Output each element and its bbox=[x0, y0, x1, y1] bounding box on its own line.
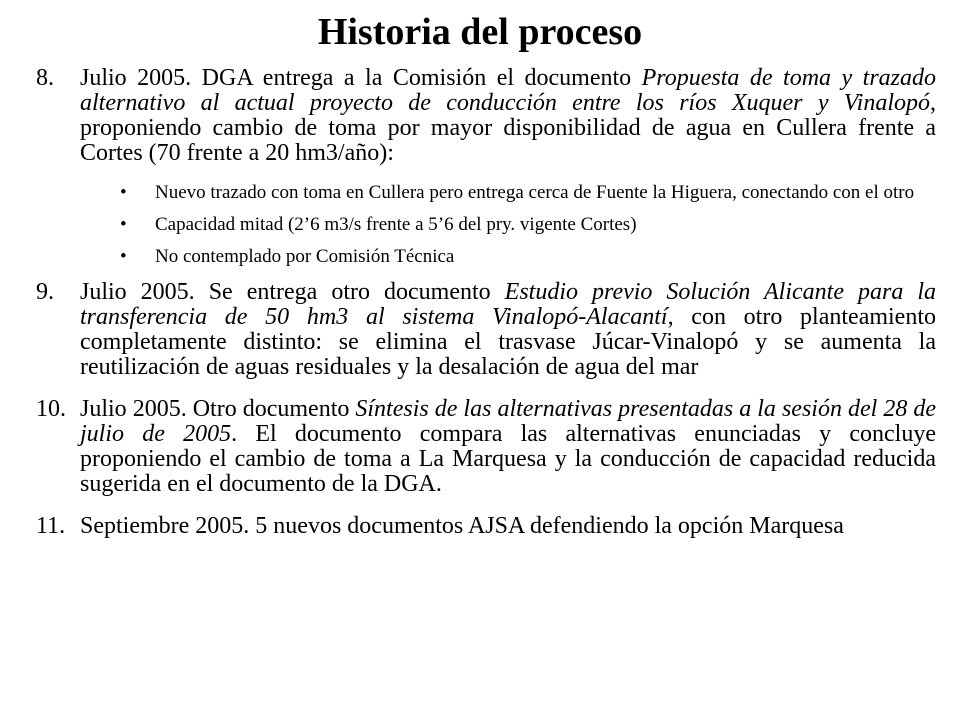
page-title: Historia del proceso bbox=[317, 11, 643, 53]
item-text bbox=[80, 397, 936, 497]
item-number: 11. bbox=[36, 513, 66, 539]
list-item-9 bbox=[36, 280, 936, 380]
sub-item-text: Nuevo trazado con toma en Cullera pero entrega cerca de Fuente la Higuera, conectando con el otro bbox=[155, 182, 915, 203]
document-title: Síntesis de las alternativas presentadas a la sesión del 28 de julio de 2005 bbox=[80, 396, 936, 447]
item-text bbox=[80, 66, 936, 166]
sub-list bbox=[120, 183, 936, 266]
item-text-plain: Septiembre 2005. 5 nuevos documentos AJSA defendiendo la opción Marquesa bbox=[80, 513, 844, 539]
item-text-plain: , proponiendo cambio de toma por mayor disponibilidad de agua en Cullera frente a Cortes (70 frente a 20 hm3/año): bbox=[80, 90, 936, 166]
item-text-plain: Julio 2005. DGA entrega a la Comisión el documento bbox=[80, 65, 642, 91]
item-number: 8. bbox=[36, 65, 54, 91]
sub-item-text: Capacidad mitad (2’6 m3/s frente a 5’6 del pry. vigente Cortes) bbox=[155, 214, 637, 235]
item-text-plain: Julio 2005. Se entrega otro documento bbox=[80, 279, 505, 305]
item-text bbox=[80, 514, 936, 539]
list-item-10 bbox=[36, 397, 936, 497]
list-item-11 bbox=[36, 514, 936, 539]
item-number: 10. bbox=[36, 396, 66, 422]
item-text-plain: , con otro planteamiento completamente distinto: se elimina el trasvase Júcar-Vinalopó y se aumenta la reutilización de aguas residuales y la desalación de agua del mar bbox=[80, 304, 936, 380]
item-text bbox=[80, 280, 936, 380]
sub-list-item bbox=[120, 183, 936, 202]
sub-list-item bbox=[120, 247, 936, 266]
document-title: Estudio previo Solución Alicante para la transferencia de 50 hm3 al sistema Vinalopó-Alacantí bbox=[80, 279, 936, 330]
item-number: 9. bbox=[36, 279, 54, 305]
sub-list-item bbox=[120, 215, 936, 234]
list-item-8 bbox=[36, 66, 936, 166]
bullet-icon: • bbox=[120, 182, 127, 203]
bullet-icon: • bbox=[120, 246, 127, 267]
item-text-plain: Julio 2005. Otro documento bbox=[80, 396, 356, 422]
sub-item-text: No contemplado por Comisión Técnica bbox=[155, 246, 455, 267]
item-text-plain: . El documento compara las alternativas enunciadas y concluye proponiendo el cambio de toma a La Marquesa y la conducción de capacidad reducida sugerida en el documento de la DGA. bbox=[80, 421, 936, 497]
document-title: Propuesta de toma y trazado alternativo al actual proyecto de conducción entre los ríos Xuquer y Vinalopó bbox=[80, 65, 937, 116]
slide-content bbox=[36, 66, 936, 556]
bullet-icon: • bbox=[120, 214, 127, 235]
